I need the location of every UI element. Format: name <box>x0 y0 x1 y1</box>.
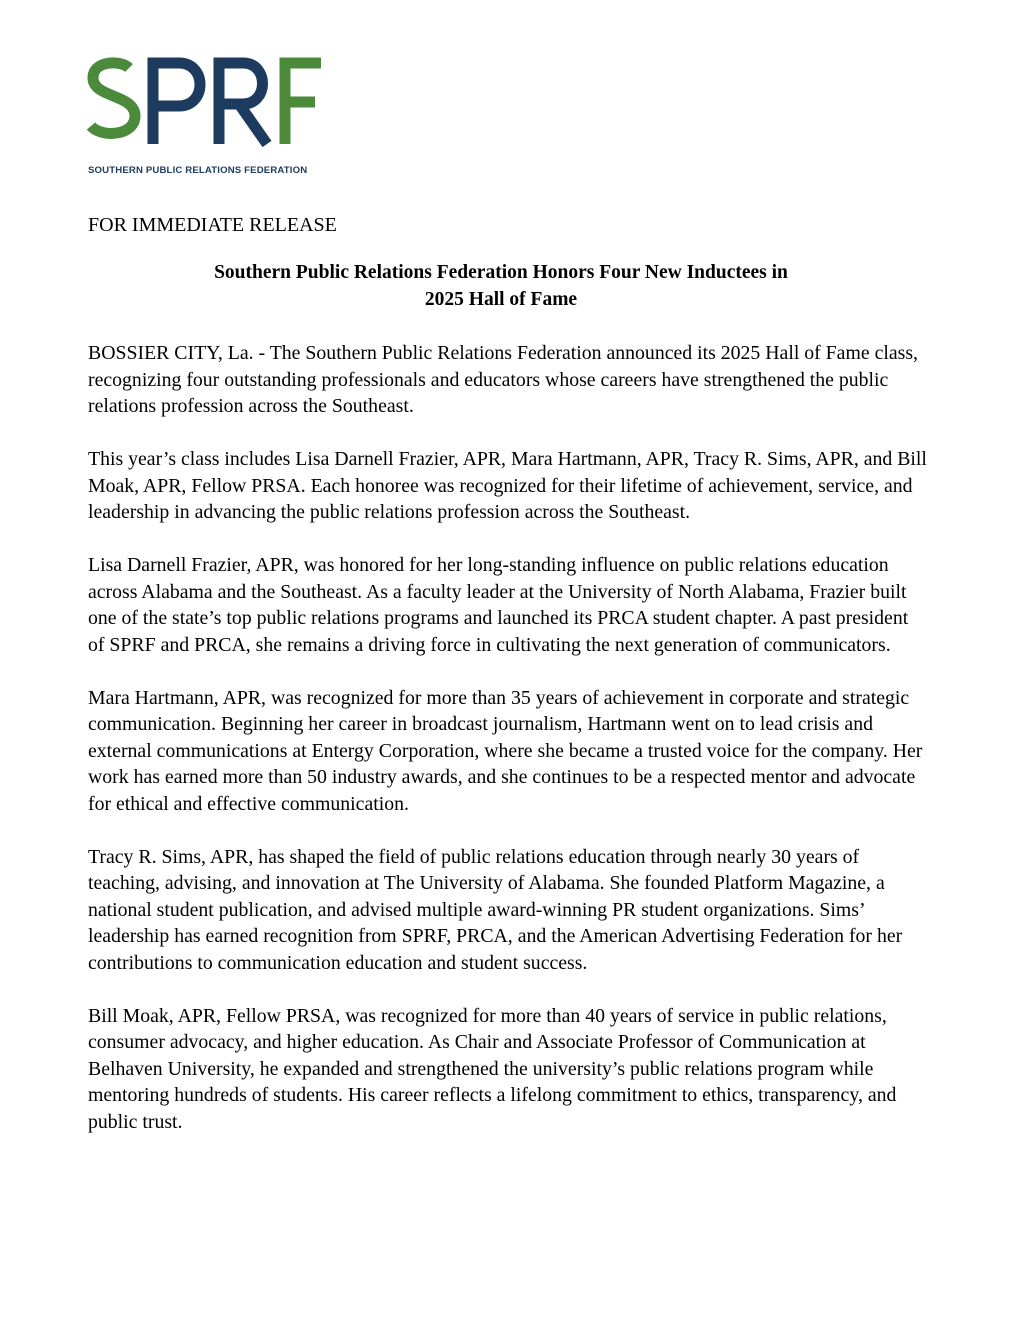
logo-tagline: SOUTHERN PUBLIC RELATIONS FEDERATION <box>88 165 308 176</box>
body-text <box>88 340 928 1162</box>
paragraph-class: This year’s class includes Lisa Darnell Frazier, APR, Mara Hartmann, APR, Tracy R. Sims, APR, and Bill Moak, APR, Fellow PRSA. Each honoree was recognized for their lifetime of achievement, service, and leadership in advancing the public relations profession across the Southeast. <box>88 448 927 523</box>
sprf-logo <box>87 52 327 180</box>
headline-line-1: Southern Public Relations Federation Honors Four New Inductees in <box>214 262 788 283</box>
paragraph-sims: Tracy R. Sims, APR, has shaped the field of public relations education through nearly 30 years of teaching, advising, and innovation at The University of Alabama. She founded Platform Magazine, a national student publication, and advised multiple award-winning PR student organizations. Sims’ leadership has earned recognition from SPRF, PRCA, and the American Advertising Federation for her contributions to communication education and student success. <box>88 845 903 974</box>
headline-line-2: 2025 Hall of Fame <box>424 289 578 310</box>
paragraph-intro: BOSSIER CITY, La. - The Southern Public Relations Federation announced its 2025 Hall of Fame class, recognizing four outstanding professionals and educators whose careers have strengthened the public relations profession across the Southeast. <box>88 342 918 417</box>
logo-letter-s <box>91 63 135 134</box>
paragraph-moak: Bill Moak, APR, Fellow PRSA, was recognized for more than 40 years of service in public relations, consumer advocacy, and higher education. As Chair and Associate Professor of Communication at Belhaven University, he expanded and strengthened the university’s public relations program while mentoring hundreds of students. His career reflects a lifelong commitment to ethics, transparency, and public trust. <box>88 1004 897 1133</box>
logo-letter-p <box>153 63 200 144</box>
headline <box>88 259 914 313</box>
paragraph-hartmann: Mara Hartmann, APR, was recognized for more than 35 years of achievement in corporate and strategic communication. Beginning her career in broadcast journalism, Hartmann went on to lead crisis and external communications at Entergy Corporation, where she became a trusted voice for the company. Her work has earned more than 50 industry awards, and she continues to be a respected mentor and advocate for ethical and effective communication. <box>88 686 923 815</box>
release-label: FOR IMMEDIATE RELEASE <box>88 214 337 236</box>
logo-letter-f <box>285 63 321 144</box>
logo-letter-r <box>219 63 267 144</box>
paragraph-frazier: Lisa Darnell Frazier, APR, was honored for her long-standing influence on public relations education across Alabama and the Southeast. As a faculty leader at the University of North Alabama, Frazier built one of the state’s top public relations programs and launched its PRCA student chapter. A past president of SPRF and PRCA, she remains a driving force in cultivating the next generation of communicators. <box>88 554 909 656</box>
